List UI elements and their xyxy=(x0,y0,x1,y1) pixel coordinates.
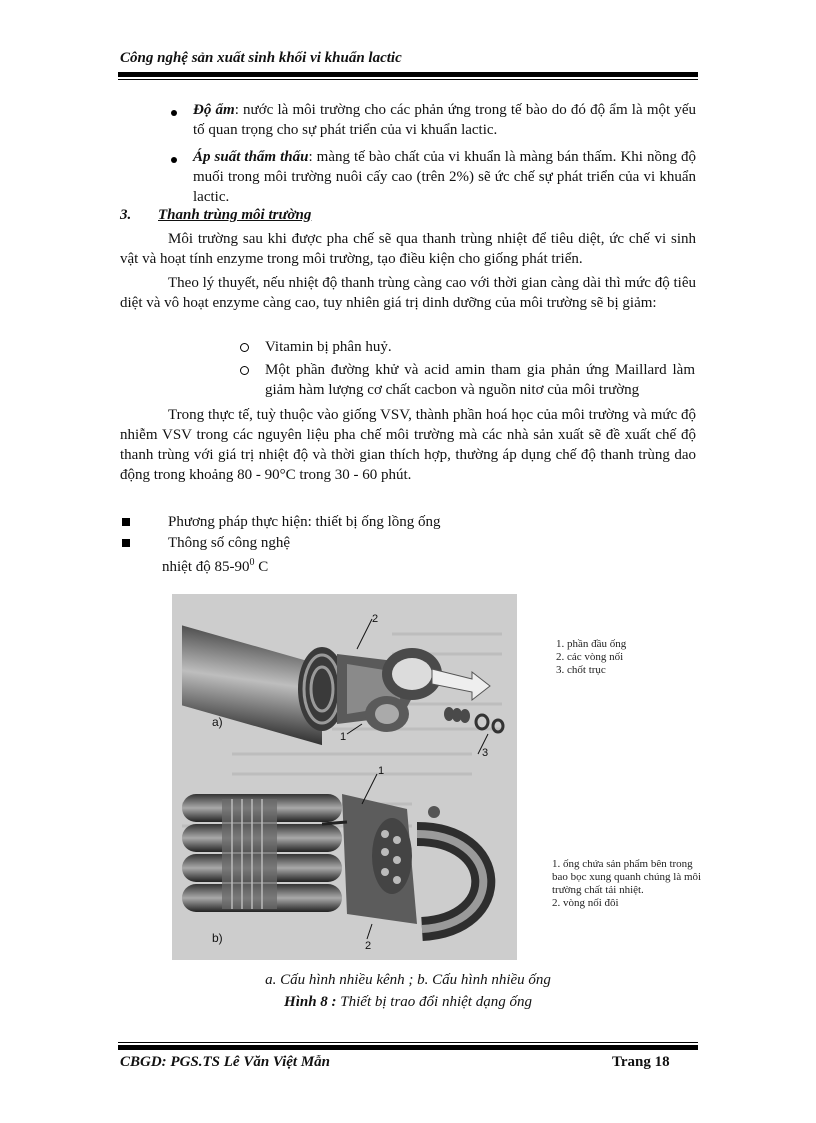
circle-bullet xyxy=(240,343,249,352)
bullet-do-am xyxy=(193,100,696,140)
square-bullet xyxy=(122,518,130,526)
figure-label-1b: 1 xyxy=(378,765,385,777)
footer-page-number: Trang 18 xyxy=(612,1054,670,1070)
figure-label-3: 3 xyxy=(482,747,489,759)
figure-caption-line1: a. Cấu hình nhiều kênh ; b. Cấu hình nhiều ống xyxy=(265,972,551,988)
sub-item-2: Một phần đường khử và acid amin tham gia phản ứng Maillard làm giảm hàm lượng cơ chất cacbon và nguồn nitơ của môi trường xyxy=(265,362,695,398)
sub-item-1: Vitamin bị phân huỷ. xyxy=(265,339,392,355)
figure-label-a: a) xyxy=(212,715,223,729)
figure-label-2b: 2 xyxy=(365,940,372,952)
figure-label-b: b) xyxy=(212,931,223,945)
tech-params-item: Thông số công nghệ xyxy=(168,535,291,551)
method-item: Phương pháp thực hiện: thiết bị ống lồng ống xyxy=(168,514,441,530)
bullet-dot xyxy=(171,157,177,163)
footer-lecturer: CBGD: PGS.TS Lê Văn Việt Mẫn xyxy=(120,1054,331,1070)
footer-rule xyxy=(118,1045,698,1050)
bullet-ap-suat xyxy=(193,147,696,207)
figure-label-2a: 2 xyxy=(372,613,379,625)
temperature-line: nhiệt độ $85-90^0$ C xyxy=(162,557,269,575)
page-header-title: Công nghệ sản xuất sinh khối vi khuẩn lactic xyxy=(120,50,402,66)
legend-b: 1. ống chứa sản phẩm bên trong bao bọc xung quanh chúng là môi trường chất tải nhiệt. 2. vòng nối đôi xyxy=(552,858,702,909)
section-title: Thanh trùng môi trường xyxy=(158,207,312,223)
figure-caption-line2: Hình 8 : Thiết bị trao đổi nhiệt dạng ống xyxy=(284,994,532,1010)
header-rule-thin xyxy=(118,79,698,80)
legend-a: 1. phần đầu ống 2. các vòng nối 3. chốt trục xyxy=(556,638,627,676)
bullet-do-am-text: : nước là môi trường cho các phản ứng trong tế bào do đó độ ẩm là một yếu tố quan trọng cho sự phát triển của vi khuẩn lactic. xyxy=(193,102,696,138)
term-ap-suat: Áp suất thẩm thấu xyxy=(193,149,309,165)
paragraph-2: Theo lý thuyết, nếu nhiệt độ thanh trùng càng cao với thời gian càng dài thì mức độ tiêu diệt và vô hoạt enzyme càng cao, tuy nhiên giá trị dinh dưỡng của môi trường sẽ bị giảm: xyxy=(120,275,696,311)
heat-exchanger-illustration xyxy=(172,594,517,960)
section-number: 3. xyxy=(120,207,132,223)
bullet-dot xyxy=(171,110,177,116)
term-do-am: Độ ẩm xyxy=(193,102,235,118)
heat-exchanger-figure xyxy=(172,594,517,960)
bullet-ap-suat-text: : màng tế bào chất của vi khuẩn là màng bán thấm. Khi nồng độ muối trong môi trường nuôi cấy cao (trên 2%) sẽ ức chế sự phát triển của vi khuẩn lactic. xyxy=(193,149,696,205)
square-bullet xyxy=(122,539,130,547)
header-rule xyxy=(118,72,698,77)
footer-rule-thin xyxy=(118,1042,698,1043)
figure-label-1a: 1 xyxy=(340,731,347,743)
circle-bullet xyxy=(240,366,249,375)
paragraph-3: Trong thực tế, tuỳ thuộc vào giống VSV, thành phần hoá học của môi trường và mức độ nhiễm VSV trong các nguyên liệu pha chế môi trường mà các nhà sản xuất sẽ đề xuất chế độ thanh trùng với giá trị nhiệt độ và thời gian thích hợp, thường áp dụng chế độ thanh trùng dao động trong khoảng 80 - 90°C trong 30 - 60 phút. xyxy=(120,407,696,483)
paragraph-1: Môi trường sau khi được pha chế sẽ qua thanh trùng nhiệt để tiêu diệt, ức chế vi sinh vật và hoạt tính enzyme trong môi trường, tạo điều kiện cho giống phát triển. xyxy=(120,231,696,267)
